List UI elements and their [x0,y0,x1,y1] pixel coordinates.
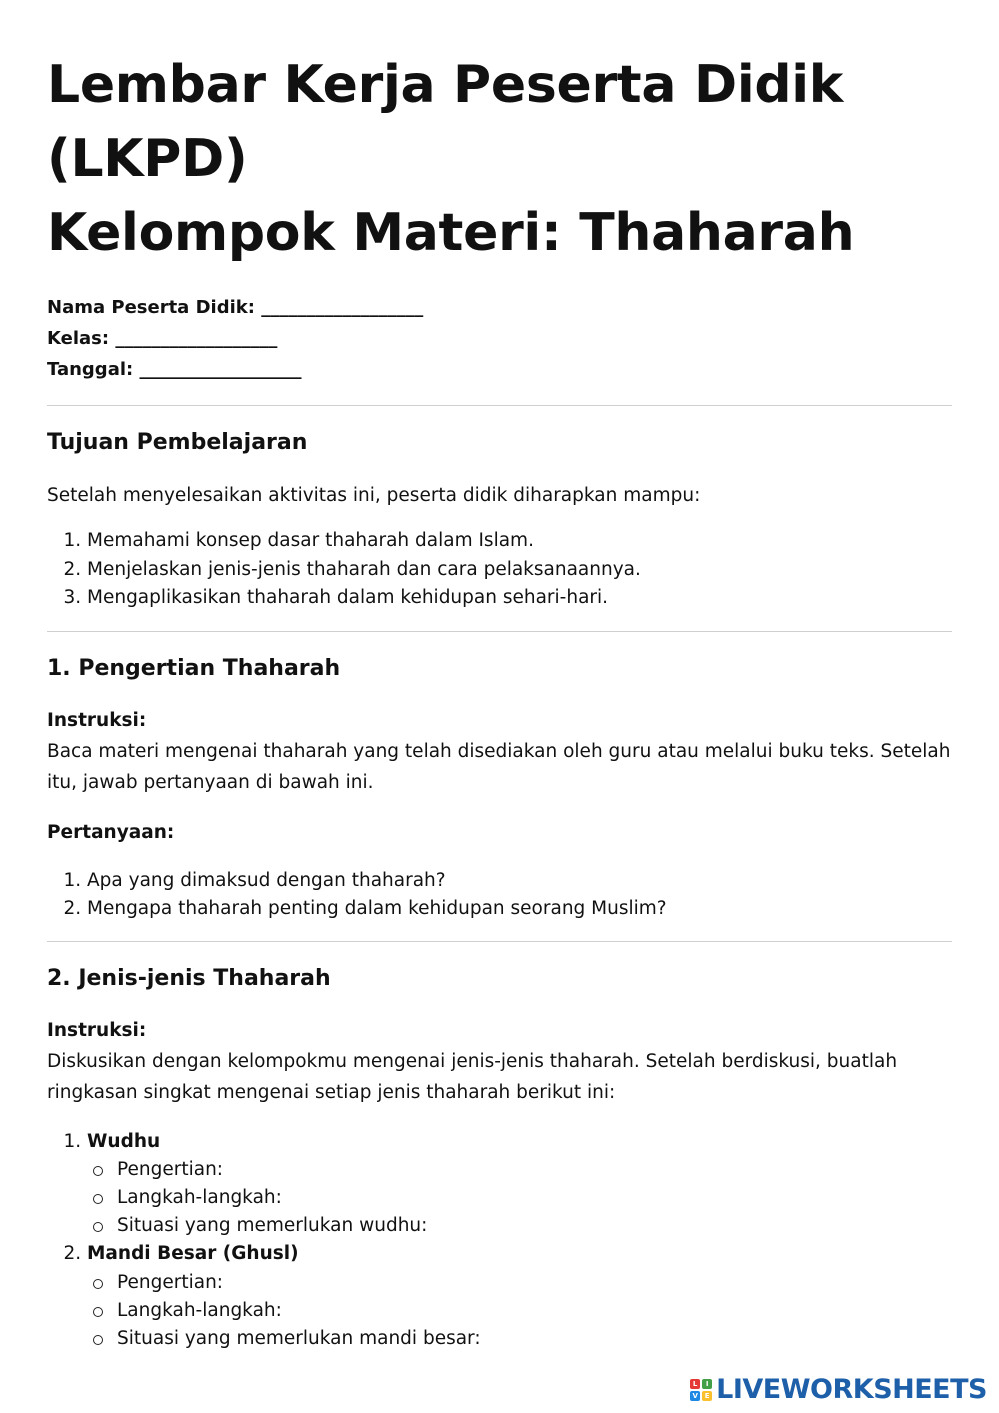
logo-tile: L [690,1379,700,1389]
logo-tile: E [702,1391,712,1401]
title-line-3: Kelompok Materi: Thaharah [47,203,855,263]
list-item: 2. Mengapa thaharah penting dalam kehidupan seorang Muslim? [87,895,952,924]
sub-list-item: Situasi yang memerlukan wudhu: [117,1212,952,1240]
divider [47,941,952,942]
section1-instruction-text: Baca materi mengenai thaharah yang telah disediakan oleh guru atau melalui buku teks. Setelah itu, jawab pertanyaan di bawah ini. [47,740,951,793]
section2-instruction-label: Instruksi: [47,1019,147,1041]
sub-list-item: Langkah-langkah: [117,1184,952,1212]
section1-instruction-label: Instruksi: [47,709,147,731]
title-line-2: (LKPD) [47,129,248,189]
date-field: Tanggal: __________________ [47,359,302,380]
list-item: 2. Menjelaskan jenis-jenis thaharah dan cara pelaksanaannya. [87,556,952,585]
section1-question-label: Pertanyaan: [47,821,175,843]
page-title [47,48,952,270]
section2-type-list [47,1128,952,1353]
sub-list-item: Pengertian: [117,1269,952,1297]
sub-list [87,1269,952,1353]
sub-list-item: Langkah-langkah: [117,1297,952,1325]
sub-list [87,1156,952,1240]
name-field: Nama Peserta Didik: __________________ [47,297,424,318]
divider [47,405,952,406]
type-name: Wudhu [87,1130,161,1152]
objectives-heading: Tujuan Pembelajaran [47,430,308,455]
list-item: 1. Memahami konsep dasar thaharah dalam Islam. [87,527,952,556]
brand-text: LIVEWORKSHEETS [716,1374,987,1405]
title-line-1: Lembar Kerja Peserta Didik [47,55,844,115]
list-item [87,1128,952,1241]
type-name: Mandi Besar (Ghusl) [87,1243,299,1264]
objectives-list [47,527,952,613]
worksheet-page [47,0,952,1353]
list-item [87,1240,952,1353]
list-item: 1. Apa yang dimaksud dengan thaharah? [87,867,952,896]
divider [47,631,952,632]
section2-heading: 2. Jenis-jenis Thaharah [47,965,331,991]
liveworksheets-brand[interactable] [690,1374,987,1405]
objectives-intro: Setelah menyelesaikan aktivitas ini, peserta didik diharapkan mampu: [47,485,701,506]
logo-tile: V [690,1391,700,1401]
class-field: Kelas: __________________ [47,328,278,349]
student-info [47,292,952,385]
section1-question-list [47,867,952,924]
section1-heading: 1. Pengertian Thaharah [47,655,341,681]
section2-instruction-text: Diskusikan dengan kelompokmu mengenai jenis-jenis thaharah. Setelah berdiskusi, buatlah ringkasan singkat mengenai setiap jenis thaharah berikut ini: [47,1050,898,1103]
sub-list-item: Pengertian: [117,1156,952,1184]
logo-tile: I [702,1379,712,1389]
sub-list-item: Situasi yang memerlukan mandi besar: [117,1325,952,1353]
liveworksheets-logo-icon [690,1379,712,1401]
list-item: 3. Mengaplikasikan thaharah dalam kehidupan sehari-hari. [87,584,952,613]
